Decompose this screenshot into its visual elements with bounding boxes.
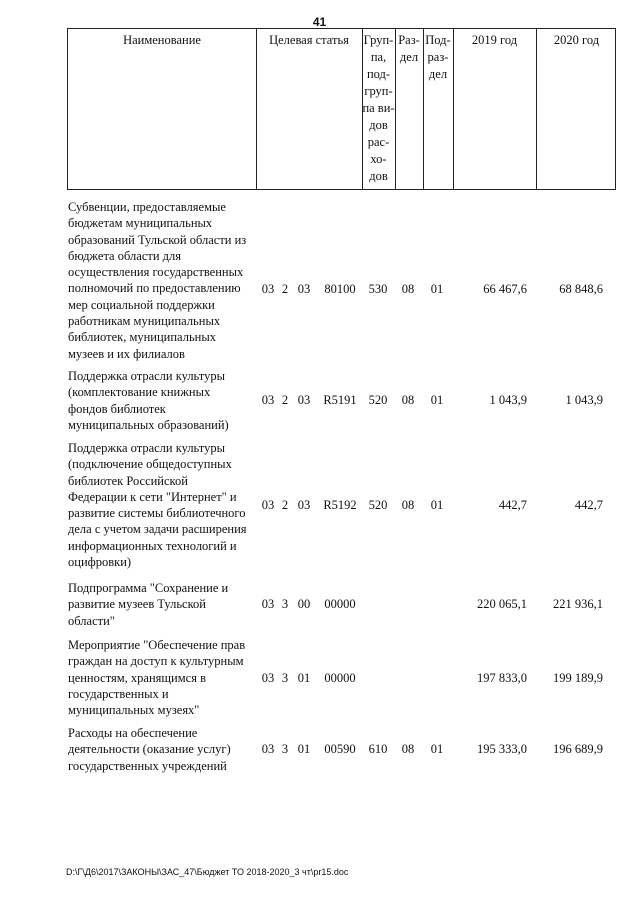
code-subprogram: 3 [281,597,289,611]
row-name: Поддержка отрасли культуры (подключение общедоступных библиотек Российской Федерации к сети "Интернет" и развитие системы библиотечного дела с учетом задачи расширения информационных технологий и оцифровки) [68,441,247,570]
header-name: Наименование [123,33,201,47]
header-target-article: Целевая статья [269,33,349,47]
row-name: Субвенции, предоставляемые бюджетам муниципальных образований Тульской области из бюджета области для осуществления государственных полномочий по предоставлению мер социальной поддержки работникам муниципальных библиотек, муниципальных музеев и их филиалов [68,200,247,361]
code-direction: 00000 [324,671,356,685]
header-section: Раз- дел [398,33,420,64]
code-expense-group: 610 [368,742,388,756]
code-subsection: 01 [430,282,444,296]
code-direction: R5192 [323,498,357,512]
amount-2019: 197 833,0 [477,671,527,685]
table-header [67,28,616,190]
amount-2020: 196 689,9 [553,742,603,756]
code-main-event: 03 [297,498,311,512]
code-section: 08 [401,742,415,756]
code-main-event: 01 [297,671,311,685]
row-name: Расходы на обеспечение деятельности (оказание услуг) государственных учреждений [68,726,231,773]
code-section: 08 [401,498,415,512]
code-program: 03 [261,597,275,611]
column-divider [536,29,537,189]
column-divider [453,29,454,189]
code-main-event: 03 [297,393,311,407]
code-direction: R5191 [323,393,357,407]
code-program: 03 [261,498,275,512]
header-year-2019: 2019 год [471,33,518,47]
amount-2019: 195 333,0 [477,742,527,756]
amount-2020: 199 189,9 [553,671,603,685]
header-expense-group: Груп- па, под- груп- па ви- дов рас- хо- дов [362,33,395,183]
code-program: 03 [261,671,275,685]
code-program: 03 [261,393,275,407]
amount-2020: 442,7 [574,498,603,512]
code-expense-group: 520 [368,498,388,512]
code-subsection: 01 [430,498,444,512]
code-program: 03 [261,742,275,756]
amount-2019: 1 043,9 [489,393,527,407]
amount-2020: 68 848,6 [559,282,603,296]
code-direction: 80100 [324,282,356,296]
row-name: Подпрограмма "Сохранение и развитие музеев Тульской области" [68,581,229,628]
amount-2020: 1 043,9 [565,393,603,407]
code-subprogram: 2 [281,282,289,296]
code-expense-group: 520 [368,393,388,407]
code-section: 08 [401,393,415,407]
amount-2019: 442,7 [498,498,527,512]
file-path-footer: D:\Г\Д6\2017\ЗАКОНЫ\ЗАС_47\Бюджет ТО 2018-2020_3 чт\pr15.doc [66,867,349,877]
amount-2020: 221 936,1 [553,597,603,611]
header-subsection: Под- раз- дел [425,33,451,81]
code-subprogram: 3 [281,742,289,756]
code-program: 03 [261,282,275,296]
code-subsection: 01 [430,393,444,407]
code-subsection: 01 [430,742,444,756]
page-number: 41 [312,15,327,29]
code-section: 08 [401,282,415,296]
code-main-event: 00 [297,597,311,611]
code-main-event: 03 [297,282,311,296]
header-year-2020: 2020 год [553,33,600,47]
amount-2019: 220 065,1 [477,597,527,611]
code-subprogram: 2 [281,498,289,512]
code-subprogram: 2 [281,393,289,407]
amount-2019: 66 467,6 [483,282,527,296]
code-subprogram: 3 [281,671,289,685]
row-name: Поддержка отрасли культуры (комплектование книжных фондов библиотек муниципальных образований) [68,369,229,432]
code-main-event: 01 [297,742,311,756]
code-direction: 00000 [324,597,356,611]
row-name: Мероприятие "Обеспечение прав граждан на доступ к культурным ценностям, хранящимся в государственных и муниципальных музеях" [68,638,246,718]
code-expense-group: 530 [368,282,388,296]
column-divider [256,29,257,189]
code-direction: 00590 [324,742,356,756]
